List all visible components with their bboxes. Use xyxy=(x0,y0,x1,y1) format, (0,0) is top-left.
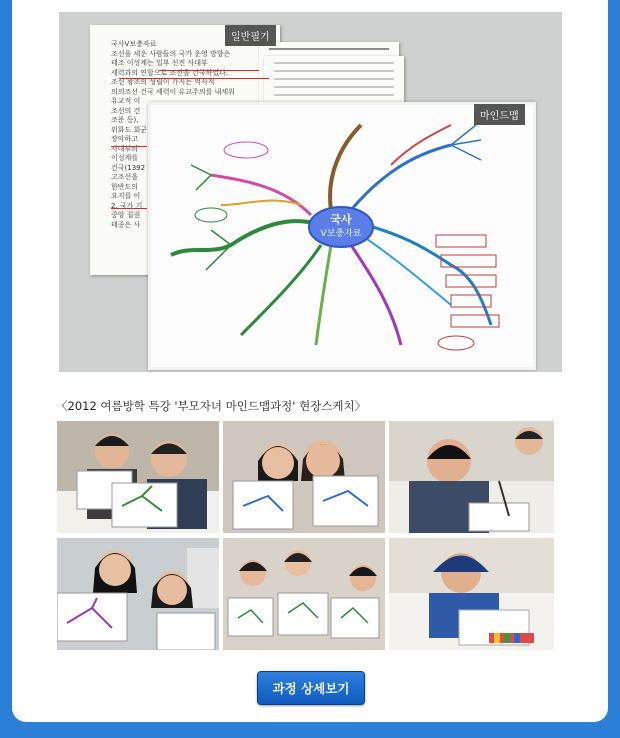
photo-image xyxy=(57,421,219,533)
photo-image xyxy=(389,421,554,533)
mindmap-illustration xyxy=(151,105,533,367)
photo-image xyxy=(223,421,385,533)
notes-line: 고조선을 xyxy=(111,173,139,181)
notes-line: 위화도 회군 xyxy=(111,125,148,134)
notes-line: 유교적 이 xyxy=(111,97,141,105)
underline-mark xyxy=(159,70,259,71)
notes-line: 건국(1392 xyxy=(111,163,146,172)
photo-boy-in-cap xyxy=(389,538,554,650)
photo-group-with-drawings xyxy=(223,538,385,650)
photo-image xyxy=(389,538,554,650)
underline-mark xyxy=(119,78,269,79)
photo-image xyxy=(223,538,385,650)
notes-line: 사대부의 xyxy=(111,144,139,153)
notes-line: 조선의 건 xyxy=(111,106,141,115)
photo-grid xyxy=(57,421,554,650)
notes-line: 조선을 세운 사람들의 국가 운영 방향은 xyxy=(111,49,231,58)
notes-label-tag: 일반필기 xyxy=(225,25,276,46)
notes-line: 조준 등), xyxy=(111,116,139,124)
photo-girl-and-mother xyxy=(223,421,385,533)
notes-line: 태종은 사 xyxy=(111,220,141,229)
notes-line: 중앙 집권 xyxy=(111,211,141,219)
notes-line: 이성계를 xyxy=(111,154,139,162)
svg-text:국사: 국사 xyxy=(330,213,352,226)
photo-caption: 〈2012 여름방학 특강 '부모자녀 마인드맵과정' 현장스케치〉 xyxy=(56,399,367,413)
mindmap-drawing xyxy=(148,102,536,370)
svg-text:V보충자료: V보충자료 xyxy=(320,229,362,239)
underline-mark xyxy=(111,146,147,147)
notes-line: 세력과의 연합으로 조선을 건국하였다. xyxy=(111,68,229,77)
photo-boy-writing xyxy=(389,421,554,533)
notes-line: 장악하고 xyxy=(111,135,139,143)
notes-line: 의의조선 건국 세력이 유교주의를 내세워 xyxy=(111,87,235,96)
mindmap-label-tag: 마인드맵 xyxy=(474,104,525,125)
notes-line: 2. 국가 기 xyxy=(111,201,143,210)
notes-line: 태조 이성계는 일부 신진 사대부 xyxy=(111,59,208,67)
photo-two-girls xyxy=(57,538,219,650)
notes-line: 국사V보충자료 xyxy=(111,40,157,48)
photo-two-boys xyxy=(57,421,219,533)
underline-mark xyxy=(111,208,147,209)
photo-image xyxy=(57,538,219,650)
notes-vs-mindmap-figure xyxy=(59,12,562,372)
course-details-button[interactable]: 과정 상세보기 xyxy=(257,671,365,705)
notes-line: 요지를 이 xyxy=(111,192,141,200)
notes-line: 조선 왕조의 성립이 가지는 역사적 xyxy=(111,78,215,86)
notes-line: 한반도의 xyxy=(111,182,139,191)
